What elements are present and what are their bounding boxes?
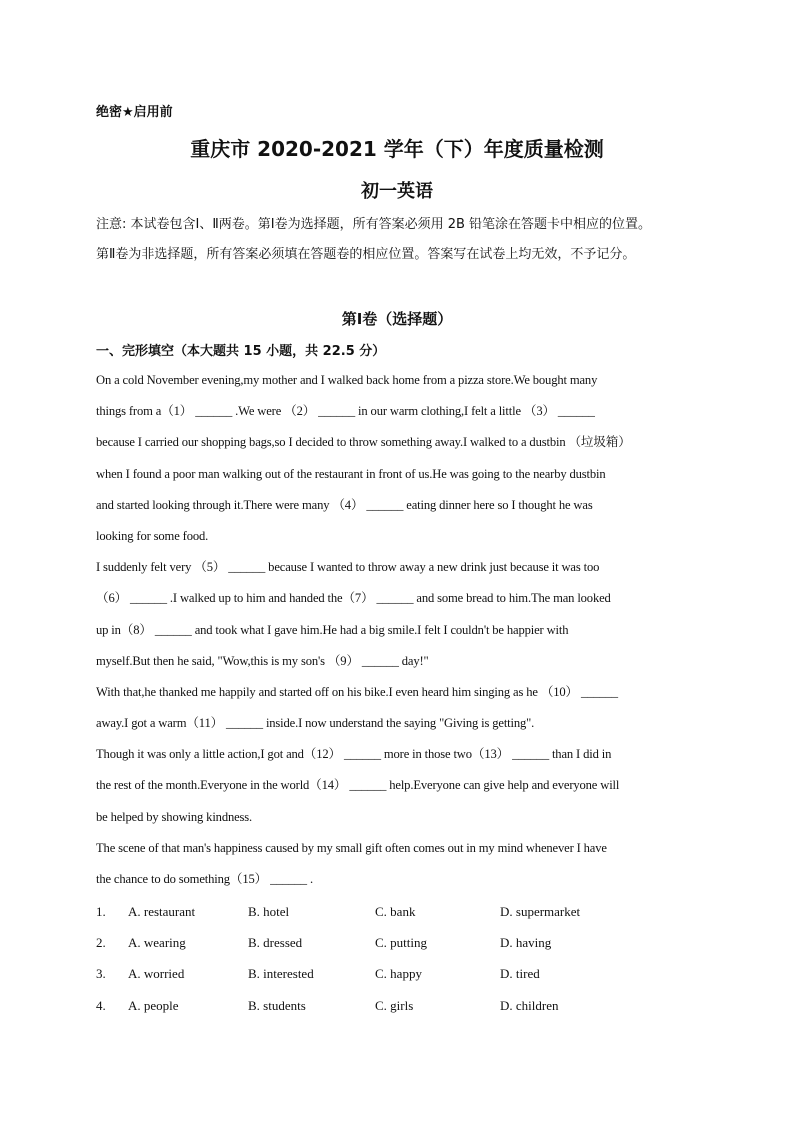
option-d: D. having bbox=[500, 935, 552, 951]
option-b: B. interested bbox=[248, 966, 314, 982]
option-b: B. hotel bbox=[248, 904, 290, 919]
option-b: B. students bbox=[248, 997, 306, 1013]
exam-title: 重庆市 2020-2021 学年（下）年度质量检测 bbox=[190, 137, 604, 161]
passage-line: The scene of that man's happiness caused by my small gift often comes out in my mind whenever I have bbox=[96, 840, 607, 855]
option-c: C. girls bbox=[375, 997, 414, 1013]
passage-line: looking for some food. bbox=[96, 528, 209, 543]
option-c: C. putting bbox=[375, 935, 428, 951]
option-c: C. happy bbox=[375, 966, 422, 982]
passage-line: the rest of the month.Everyone in the world（14） ______ help.Everyone can give help and everyone will bbox=[96, 778, 620, 793]
passage-line: On a cold November evening,my mother and I walked back home from a pizza store.We bought many bbox=[96, 373, 598, 387]
question-options bbox=[96, 896, 716, 1021]
question-row bbox=[96, 927, 716, 958]
option-b: B. dressed bbox=[248, 935, 303, 951]
passage-line: up in（8） ______ and took what I gave him.He had a big smile.I felt I couldn't be happier with bbox=[96, 622, 569, 637]
passage-line: the chance to do something（15） ______ . bbox=[96, 872, 313, 886]
notice-line: 注意: 本试卷包含Ⅰ、Ⅱ两卷。第Ⅰ卷为选择题，所有答案必须用 2B 铅笔涂在答题卡中相应的位置。 bbox=[96, 217, 652, 232]
passage-line: With that,he thanked me happily and started off on his bike.I even heard him singing as he （10） ______ bbox=[96, 684, 618, 699]
exam-subtitle: 初一英语 bbox=[361, 181, 433, 202]
option-d: D. supermarket bbox=[500, 904, 581, 919]
option-a: A. worried bbox=[128, 966, 185, 982]
question-number: 3. bbox=[96, 966, 106, 982]
option-d: D. tired bbox=[500, 966, 540, 982]
question-row bbox=[96, 896, 716, 927]
option-a: A. wearing bbox=[128, 935, 186, 951]
question-number: 4. bbox=[96, 997, 106, 1013]
passage-line: be helped by showing kindness. bbox=[96, 809, 253, 824]
passage-line: （6） ______ .I walked up to him and handed the（7） ______ and some bread to him.The man looked bbox=[96, 591, 611, 606]
question-number: 1. bbox=[96, 904, 106, 919]
cloze-passage bbox=[96, 365, 716, 895]
passage-line: because I carried our shopping bags,so I decided to throw something away.I walked to a dustbin （垃圾箱） bbox=[96, 435, 631, 450]
part-title: 第Ⅰ卷（选择题） bbox=[341, 310, 453, 328]
option-a: A. restaurant bbox=[128, 904, 196, 919]
section-title: 一、完形填空（本大题共 15 小题，共 22.5 分） bbox=[96, 344, 386, 359]
passage-line: myself.But then he said, "Wow,this is my son's （9） ______ day!" bbox=[96, 653, 429, 668]
option-d: D. children bbox=[500, 997, 559, 1013]
question-row bbox=[96, 958, 716, 989]
passage-line: things from a（1） ______ .We were （2） ______ in our warm clothing,I felt a little （3） ______ bbox=[96, 404, 595, 419]
passage-line: away.I got a warm（11） ______ inside.I now understand the saying "Giving is getting". bbox=[96, 716, 535, 731]
option-a: A. people bbox=[128, 997, 179, 1013]
confidential-label: 绝密★启用前 bbox=[96, 105, 173, 120]
notice-line: 第Ⅱ卷为非选择题，所有答案必须填在答题卷的相应位置。答案写在试卷上均无效，不予记分。 bbox=[96, 247, 636, 262]
notice-block bbox=[96, 210, 716, 270]
question-number: 2. bbox=[96, 935, 106, 951]
passage-line: when I found a poor man walking out of the restaurant in front of us.He was going to the nearby dustbin bbox=[96, 466, 606, 481]
option-c: C. bank bbox=[375, 904, 416, 919]
passage-line: Though it was only a little action,I got and（12） ______ more in those two（13） ______ than I did in bbox=[96, 747, 612, 762]
passage-line: and started looking through it.There were many （4） ______ eating dinner here so I thought he was bbox=[96, 497, 593, 512]
passage-line: I suddenly felt very （5） ______ because I wanted to throw away a new drink just because it was too bbox=[96, 560, 600, 575]
question-row bbox=[96, 990, 716, 1021]
